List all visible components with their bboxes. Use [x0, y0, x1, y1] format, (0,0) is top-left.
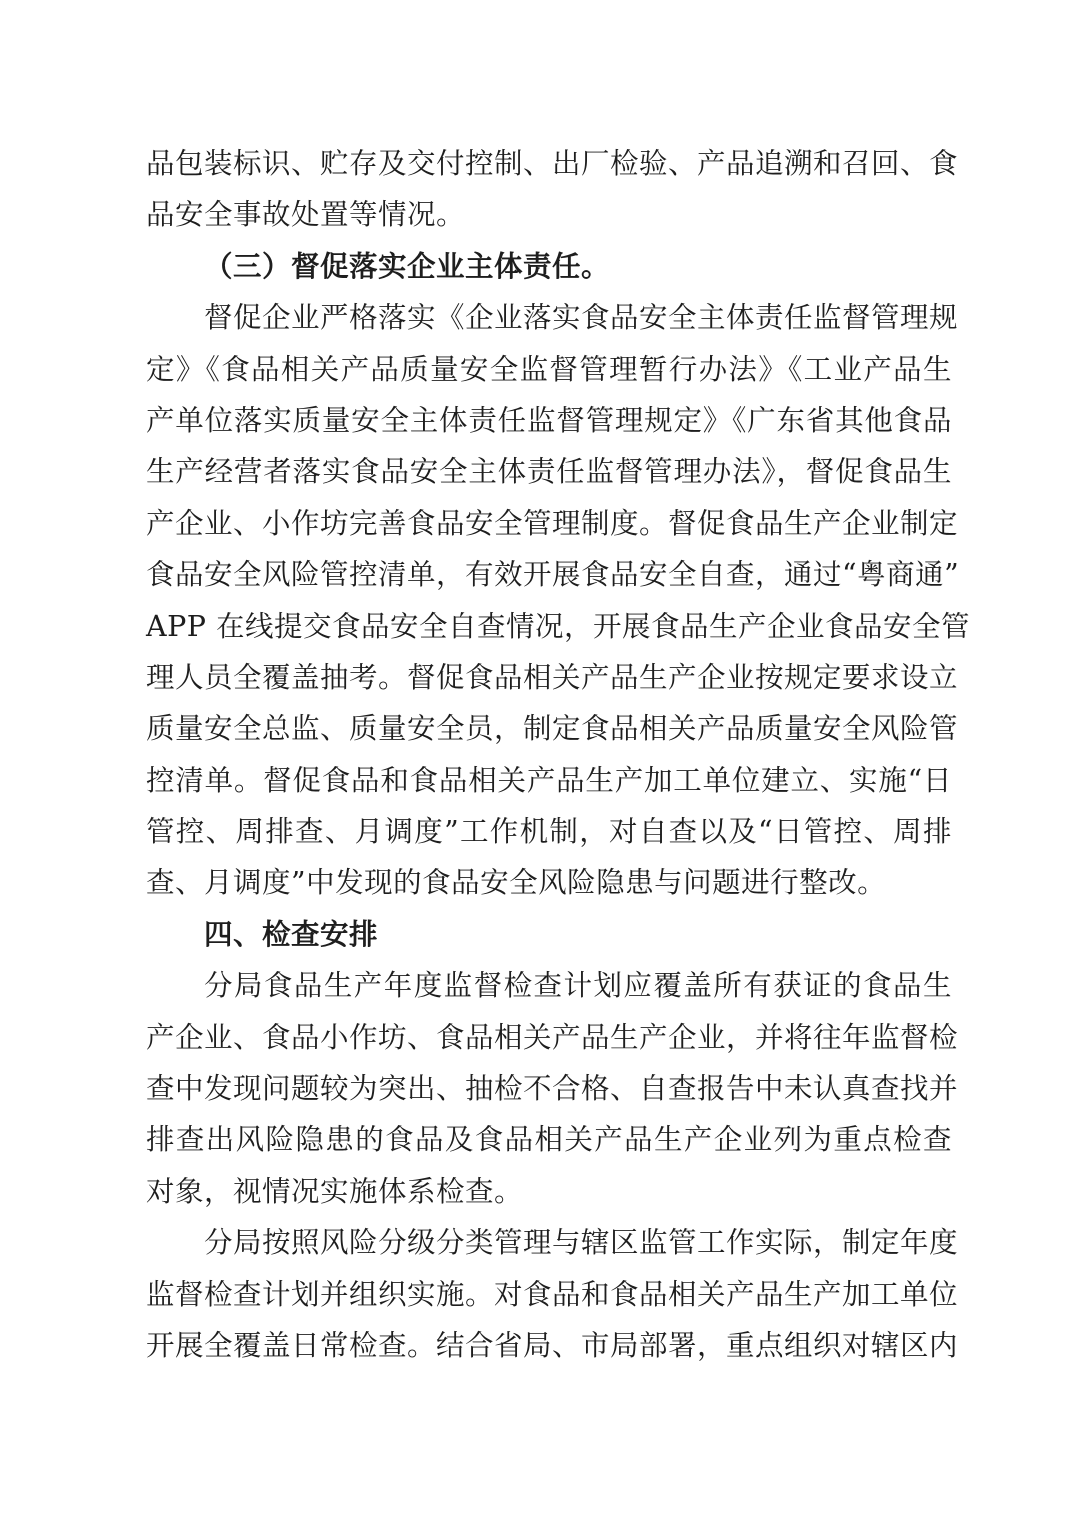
text-line: 产企业、小作坊完善食品安全管理制度。督促食品生产企业制定: [146, 506, 959, 540]
text-line: 品包装标识、贮存及交付控制、出厂检验、产品追溯和召回、食: [146, 147, 959, 180]
text-line: 品安全事故处置等情况。: [146, 198, 466, 232]
text-line: 理人员全覆盖抽考。督促食品相关产品生产企业按规定要求设立: [146, 660, 959, 694]
paragraph-first-line: 分局按照风险分级分类管理与辖区监管工作实际，制定年度: [204, 1226, 959, 1260]
section-subheading: （三）督促落实企业主体责任。: [204, 248, 611, 283]
paragraph-first-line: 分局食品生产年度监督检查计划应覆盖所有获证的食品生: [204, 969, 952, 1003]
text-line: 排查出风险隐患的食品及食品相关产品生产企业列为重点检查: [146, 1123, 952, 1157]
paragraph-first-line: 督促企业严格落实《企业落实食品安全主体责任监督管理规: [204, 301, 959, 335]
text-line: 产单位落实质量安全主体责任监督管理规定》《广东省其他食品: [146, 403, 952, 437]
text-line: 控清单。督促食品和食品相关产品生产加工单位建立、实施“日: [146, 763, 952, 797]
text-line: 生产经营者落实食品安全主体责任监督管理办法》，督促食品生: [146, 455, 952, 489]
text-line: 食品安全风险管控清单，有效开展食品安全自查，通过“粤商通”: [146, 558, 960, 592]
text-line: 查中发现问题较为突出、抽检不合格、自查报告中未认真查找并: [146, 1072, 959, 1106]
text-line: 产企业、食品小作坊、食品相关产品生产企业，并将往年监督检: [146, 1020, 959, 1054]
text-line: 定》《食品相关产品质量安全监督管理暂行办法》《工业产品生: [146, 352, 952, 386]
text-line: 管控、周排查、月调度”工作机制，对自查以及“日管控、周排: [146, 815, 952, 849]
text-line: 对象，视情况实施体系检查。: [146, 1174, 524, 1208]
section-heading: 四、检查安排: [204, 917, 379, 951]
text-line: APP 在线提交食品安全自查情况，开展食品生产企业食品安全管: [146, 609, 970, 643]
text-line: 监督检查计划并组织实施。对食品和食品相关产品生产加工单位: [146, 1277, 959, 1311]
text-line: 质量安全总监、质量安全员，制定食品相关产品质量安全风险管: [146, 712, 959, 746]
document-body: [146, 138, 970, 1371]
text-line: 开展全覆盖日常检查。结合省局、市局部署，重点组织对辖区内: [146, 1328, 959, 1362]
text-line: 查、月调度”中发现的食品安全风险隐患与问题进行整改。: [146, 866, 887, 900]
